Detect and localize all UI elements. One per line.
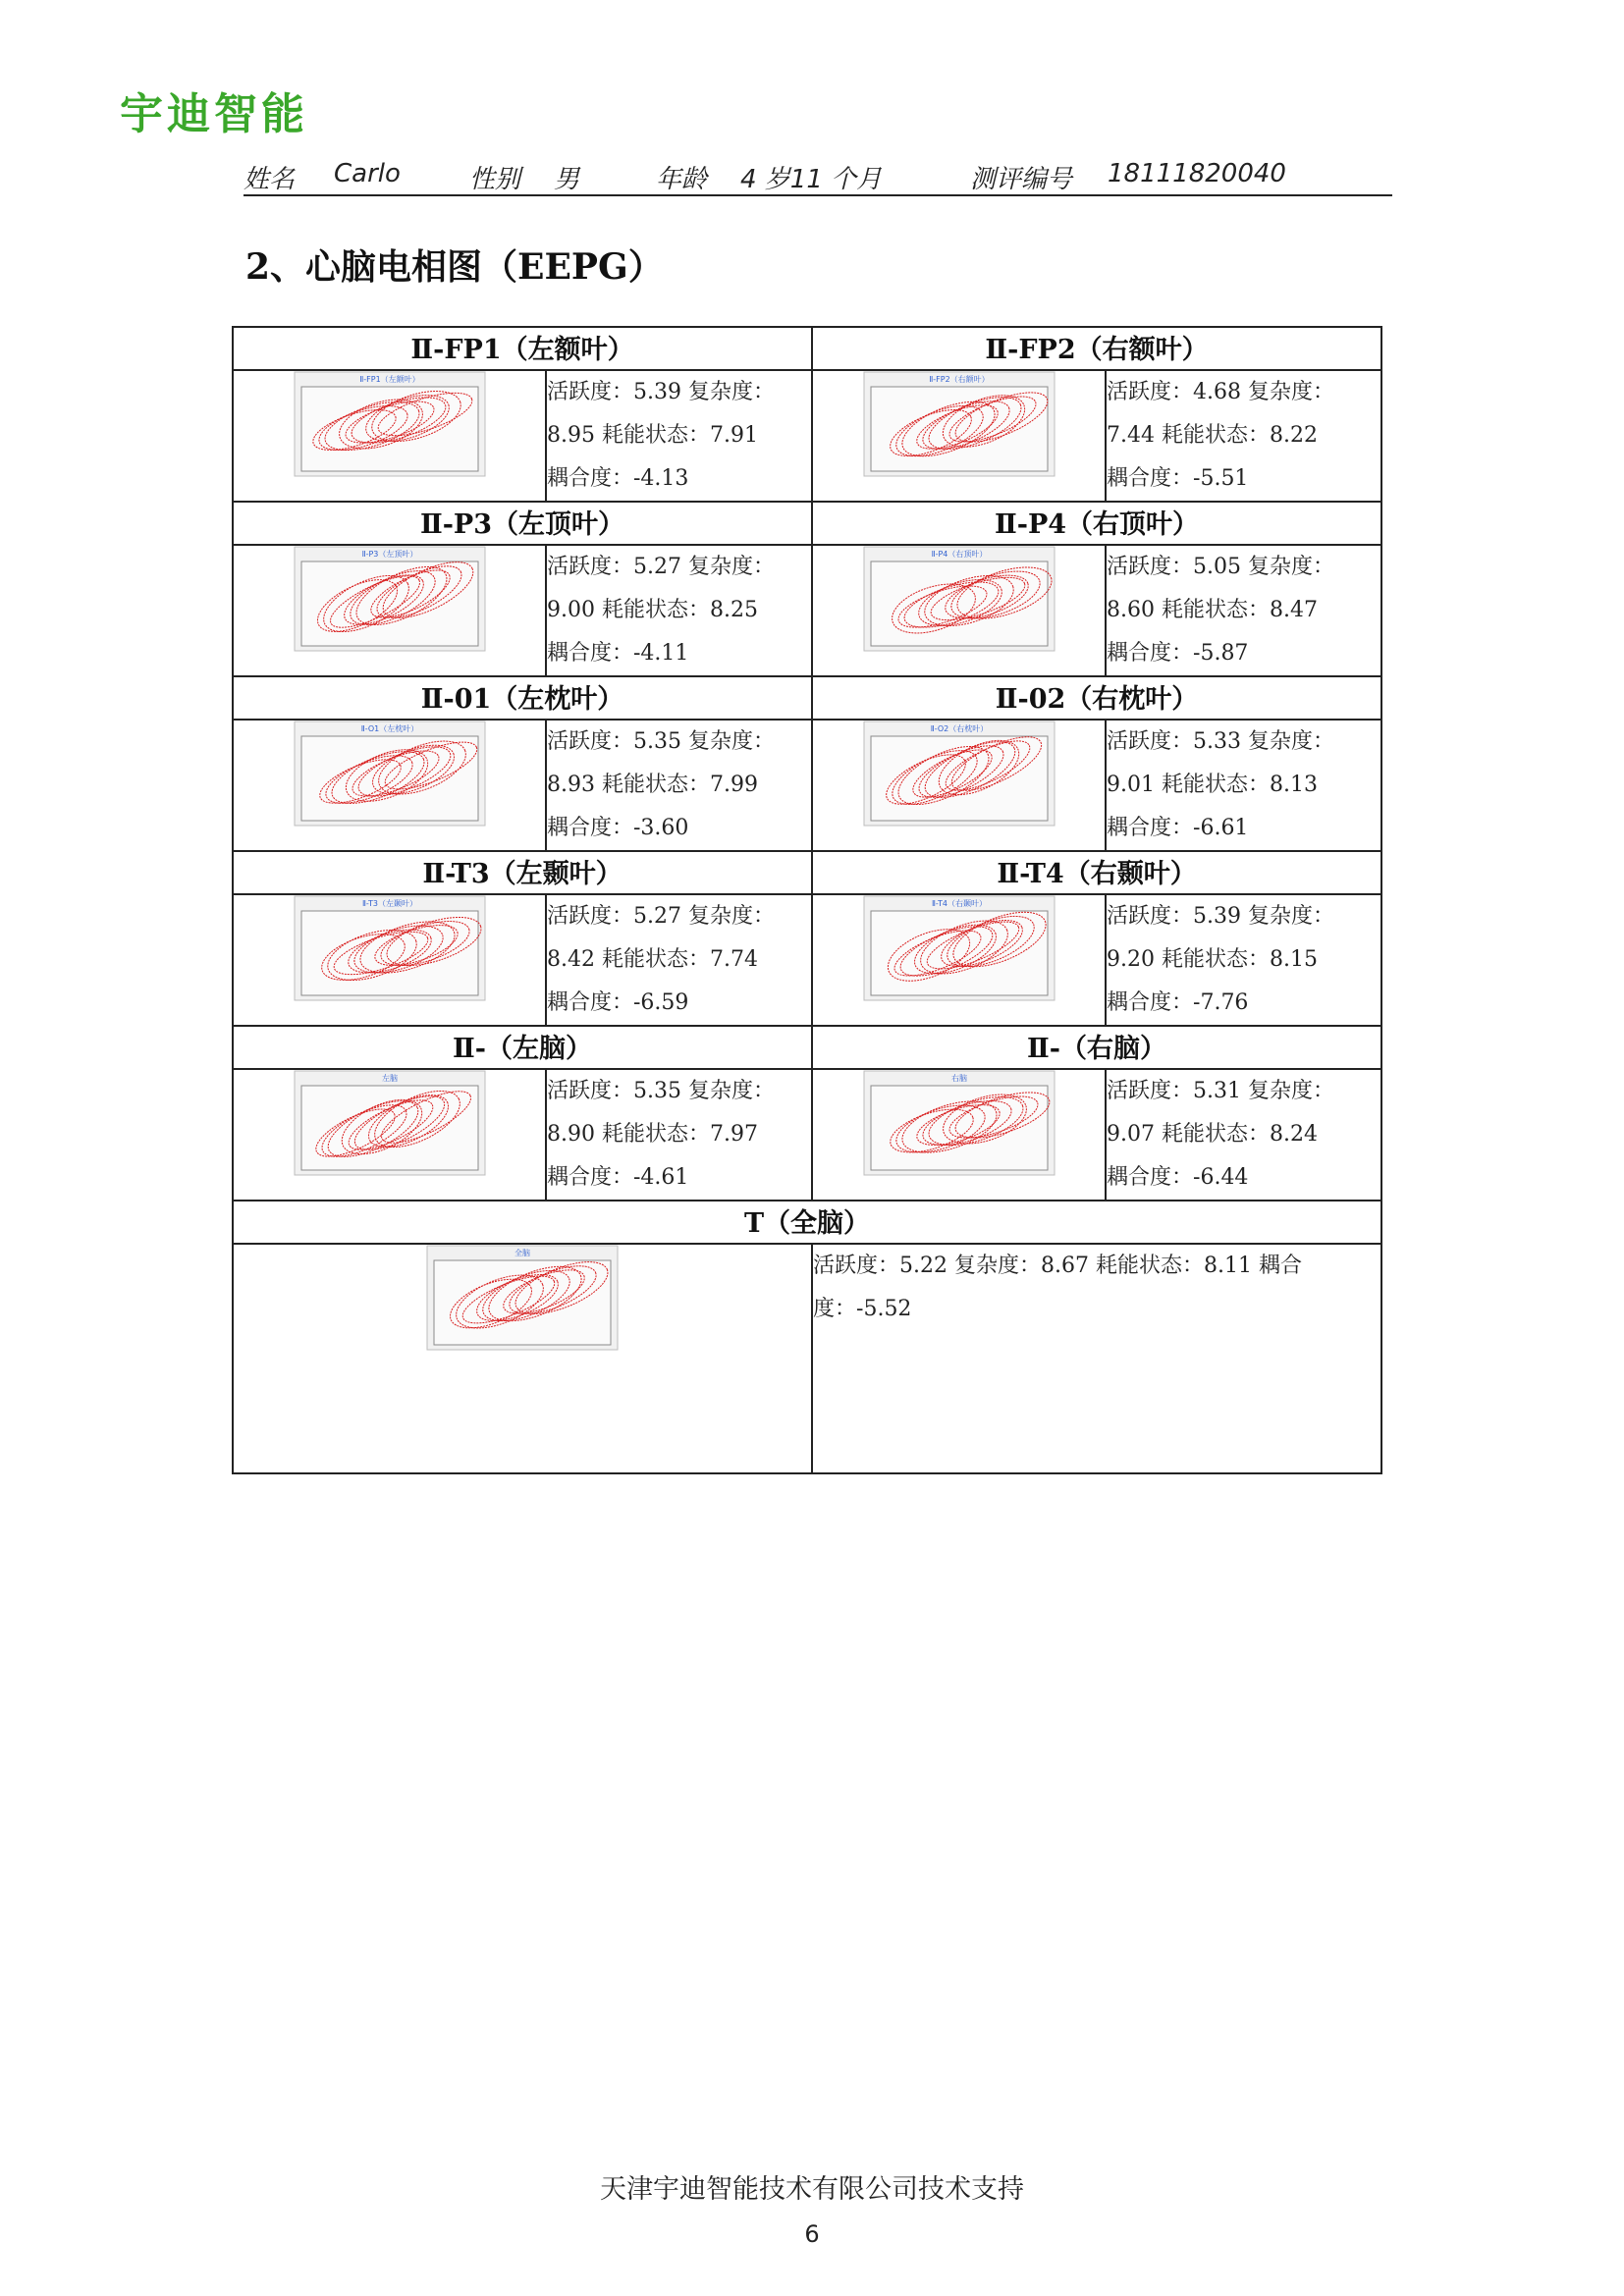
panel-title: Ⅱ-P3（左顶叶）: [233, 502, 812, 545]
panel-title: Ⅱ-（右脑）: [812, 1026, 1381, 1069]
plot-area: [301, 561, 478, 646]
panel-plot-cell: [812, 1069, 1106, 1201]
stat-line: 耦合度：-5.51: [1107, 466, 1249, 491]
panel-plot-cell: [812, 720, 1106, 851]
name-label: 姓名: [244, 165, 296, 194]
stat-line: 8.95 耗能状态：7.91: [547, 423, 758, 448]
panel-title: Ⅱ-FP1（左额叶）: [233, 327, 812, 370]
lissajous-plot: [294, 895, 486, 1001]
stat-line: 耦合度：-6.44: [1107, 1165, 1249, 1190]
assessment-id-value: 18111820040: [1108, 159, 1286, 188]
plot-area: [301, 911, 478, 995]
lissajous-plot: [294, 721, 486, 827]
stat-line: 8.60 耗能状态：8.47: [1107, 598, 1318, 622]
stat-line: 活跃度：5.35 复杂度：: [547, 729, 775, 754]
panel-title: Ⅱ-FP2（右额叶）: [812, 327, 1381, 370]
plot-area: [871, 561, 1048, 646]
company-logo: 宇迪智能: [120, 89, 308, 139]
plot-area: [301, 736, 478, 821]
plot-area: [871, 736, 1048, 821]
gender-value: 男: [554, 165, 580, 194]
stat-line: 活跃度：5.33 复杂度：: [1107, 729, 1334, 754]
lissajous-plot: [863, 546, 1056, 652]
panel-stats: [1106, 545, 1381, 676]
lissajous-plot: [294, 371, 486, 477]
panel-stats: [1106, 720, 1381, 851]
age-label: 年龄: [656, 165, 708, 194]
name-value: Carlo: [334, 159, 401, 188]
page-number: 6: [804, 2220, 820, 2248]
panel-title: Ⅱ-（左脑）: [233, 1026, 812, 1069]
stat-line: 活跃度：5.05 复杂度：: [1107, 555, 1334, 579]
lissajous-plot: [863, 371, 1056, 477]
plot-label: Ⅱ-FP1（左额叶）: [358, 375, 420, 384]
stat-line: 耦合度：-4.11: [547, 641, 689, 666]
lissajous-plot: [294, 546, 486, 652]
stat-line: 耦合度：-6.59: [547, 990, 689, 1015]
stat-line: 活跃度：5.35 复杂度：: [547, 1079, 775, 1103]
stat-line: 9.07 耗能状态：8.24: [1107, 1122, 1318, 1147]
stat-line: 耦合度：-6.61: [1107, 816, 1249, 840]
stat-line: 耦合度：-7.76: [1107, 990, 1249, 1015]
plot-label: 全脑: [514, 1249, 530, 1257]
lissajous-plot: [294, 1070, 486, 1176]
stat-line: 9.20 耗能状态：8.15: [1107, 947, 1318, 972]
plot-label: Ⅱ-P3（左顶叶）: [361, 550, 417, 559]
whole-brain-plot-cell: [233, 1244, 812, 1473]
stat-line: 8.90 耗能状态：7.97: [547, 1122, 758, 1147]
plot-area: [434, 1260, 611, 1345]
gender-label: 性别: [469, 165, 521, 194]
plot-area: [871, 1086, 1048, 1170]
plot-area: [301, 387, 478, 471]
stat-line: 活跃度：4.68 复杂度：: [1107, 380, 1334, 404]
panel-plot-cell: [233, 720, 546, 851]
plot-label: Ⅱ-O1（左枕叶）: [360, 724, 418, 733]
stat-line: 8.42 耗能状态：7.74: [547, 947, 758, 972]
stat-line: 9.00 耗能状态：8.25: [547, 598, 758, 622]
plot-label: Ⅱ-P4（右顶叶）: [931, 550, 987, 559]
plot-label: 左脑: [381, 1074, 398, 1083]
panel-stats: [546, 545, 812, 676]
stat-line: 活跃度：5.27 复杂度：: [547, 555, 775, 579]
panel-plot-cell: [812, 545, 1106, 676]
stat-line: 耦合度：-4.13: [547, 466, 689, 491]
panel-plot-cell: [812, 894, 1106, 1026]
panel-stats: [546, 720, 812, 851]
panel-stats: [546, 1069, 812, 1201]
whole-brain-title: T（全脑）: [233, 1201, 1381, 1244]
plot-label: Ⅱ-T3（左颞叶）: [361, 899, 417, 908]
lissajous-plot: [863, 1070, 1056, 1176]
plot-label: Ⅱ-O2（右枕叶）: [930, 724, 988, 733]
panel-plot-cell: [233, 894, 546, 1026]
lissajous-plot: [863, 895, 1056, 1001]
eepg-results-table: [232, 326, 1382, 1474]
stat-line: 活跃度：5.39 复杂度：: [1107, 904, 1334, 929]
stat-line: 9.01 耗能状态：8.13: [1107, 773, 1318, 797]
stat-line: 耦合度：-4.61: [547, 1165, 689, 1190]
plot-label: Ⅱ-FP2（右额叶）: [928, 375, 990, 384]
plot-label: Ⅱ-T4（右颞叶）: [931, 899, 987, 908]
panel-title: Ⅱ-01（左枕叶）: [233, 676, 812, 720]
panel-stats: [1106, 370, 1381, 502]
panel-plot-cell: [233, 545, 546, 676]
panel-title: Ⅱ-02（右枕叶）: [812, 676, 1381, 720]
stat-line: 活跃度：5.27 复杂度：: [547, 904, 775, 929]
plot-area: [871, 387, 1048, 471]
panel-stats: [546, 894, 812, 1026]
panel-plot-cell: [812, 370, 1106, 502]
assessment-id-label: 测评编号: [970, 165, 1073, 194]
footer-text: 天津宇迪智能技术有限公司技术支持: [600, 2174, 1024, 2205]
stat-line: 活跃度：5.31 复杂度：: [1107, 1079, 1334, 1103]
panel-stats: [1106, 1069, 1381, 1201]
stat-line: 活跃度：5.39 复杂度：: [547, 380, 775, 404]
plot-label: 右脑: [950, 1074, 967, 1083]
panel-stats: [546, 370, 812, 502]
panel-plot-cell: [233, 370, 546, 502]
stat-line: 耦合度：-3.60: [547, 816, 689, 840]
age-value: 4 岁11 个月: [740, 165, 883, 194]
stat-line: 8.93 耗能状态：7.99: [547, 773, 758, 797]
panel-title: Ⅱ-T3（左颞叶）: [233, 851, 812, 894]
panel-stats: [1106, 894, 1381, 1026]
panel-plot-cell: [233, 1069, 546, 1201]
patient-info-bar: [244, 155, 1392, 196]
lissajous-plot: [863, 721, 1056, 827]
stat-line: 7.44 耗能状态：8.22: [1107, 423, 1318, 448]
whole-brain-stats: 活跃度：5.22 复杂度：8.67 耗能状态：8.11 耦合度：-5.52: [812, 1244, 1381, 1473]
section-title: 2、心脑电相图（EEPG）: [245, 246, 664, 288]
stat-line: 耦合度：-5.87: [1107, 641, 1249, 666]
panel-title: Ⅱ-T4（右颞叶）: [812, 851, 1381, 894]
whole-brain-lissajous-plot: [426, 1245, 619, 1351]
panel-title: Ⅱ-P4（右顶叶）: [812, 502, 1381, 545]
